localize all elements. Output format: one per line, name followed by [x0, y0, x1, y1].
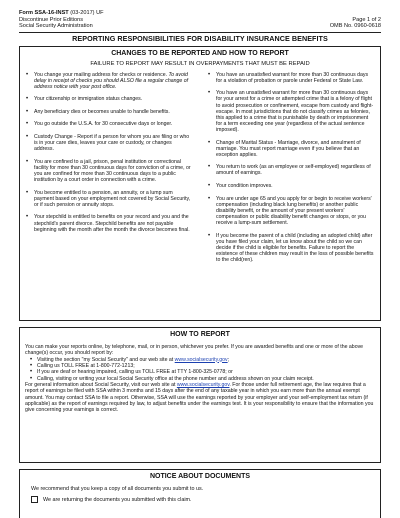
form-header: [19, 10, 381, 30]
list-item: [207, 90, 375, 133]
list-item-text: You have an unsatisfied warrant for more than 30 continuous days for your arrest for a crime or attempted crime that is a felony of flight to avoid prosecution or confinement, escape from custody and flight-escape. In most jurisdictions that do not classify crimes as felonies, this applied to a crime that is punishable by death or imprisonment for a term exceeding one year (regardless of the actual sentence imposed).: [216, 90, 374, 134]
list-item-text: Visiting the section "my Social Security" and our web site at: [37, 356, 175, 363]
changes-columns: [25, 72, 375, 270]
page-title: REPORTING RESPONSIBILITIES FOR DISABILITY INSURANCE BENEFITS: [72, 34, 328, 44]
list-item: [25, 159, 193, 184]
list-item-text: You return to work (as an employee or self-employed) regardless of amount of earnings.: [216, 164, 371, 177]
list-item-text: You are confined to a jail, prison, penal institution or correctional facility for more than 30 continuous days for conviction of a crime, or you are confined for more than 30 continuous days to a public institution by a court order in connection with a crime.: [34, 158, 191, 184]
list-item-text: Your condition improves.: [216, 182, 273, 189]
notice-title: NOTICE ABOUT DOCUMENTS: [149, 472, 251, 480]
list-item-text: You change your mailing address for checks or residence.: [34, 71, 169, 78]
changes-section: [19, 46, 381, 321]
list-item: [207, 233, 375, 264]
omb-number: OMB No. 0960-0618: [329, 23, 381, 30]
list-item-text: You have an unsatisfied warrant for more than 30 continuous days for a violation of probation or parole under Federal or State Law.: [216, 71, 369, 84]
notice-text: We recommend that you keep a copy of all documents you submit to us.: [31, 485, 204, 492]
list-item-text: You go outside the U.S.A. for 30 consecutive days or longer.: [34, 121, 173, 128]
changes-right-list: [207, 72, 375, 270]
list-item: [207, 183, 375, 189]
list-item: [207, 72, 375, 84]
form-id: Form SSA-16-INST: [19, 10, 69, 16]
list-item: [25, 190, 193, 208]
how-intro: You can make your reports online, by telephone, mail, or in person, whichever you prefer. If you are awarded benefits and one or more of the above change(s) occur, you should report by:: [25, 343, 364, 357]
discontinue-note: Discontinue Prior Editions: [19, 16, 84, 23]
list-item-note: To avoid delay in receipt of checks you should ALSO file a regular change of address notice with your post office.: [34, 71, 189, 90]
page-number: Page 1 of 2: [352, 16, 381, 23]
list-item-text: If you become the parent of a child (including an adopted child) after you have filed your claim, let us know about the child so we can decide if the child is eligible for benefits. Failure to report the existence of these children may result in the loss of possible benefits to the child(ren).: [216, 232, 374, 264]
general-info-text: For general information about Social Security, visit our web site at: [25, 381, 177, 388]
list-item-text: Any beneficiary dies or becomes unable to handle benefits.: [34, 108, 170, 115]
list-item-text: Change of Marital Status - Marriage, divorce, and annulment of marriage. You must report marriage even if you believe that an exception applies.: [216, 139, 361, 158]
list-item: [207, 164, 375, 176]
list-item-text: Your stepchild is entitled to benefits on your record and you and the stepchild's parent divorce. Stepchild benefits are not payable beginning with the month after the month the divorce becomes final.: [34, 214, 190, 233]
list-item: [207, 140, 375, 158]
list-item-text: You become entitled to a pension, an annuity, or a lump sum payment based on your employment not covered by Social Security, or if such pension or annuity stops.: [34, 189, 191, 208]
notice-section: [19, 469, 381, 518]
changes-left-list: [25, 72, 193, 270]
list-item: [25, 72, 193, 90]
form-date: (03-2017) UF: [68, 10, 104, 16]
list-item: [25, 134, 193, 152]
how-general-info: [25, 382, 375, 414]
header-right: [330, 10, 381, 30]
general-info-rest: . For those under full retirement age, the law requires that a report of earnings be filed with SSA within 3 months and 15 days after the end of any taxable year in which you earn more than the annual exempt amount. You may contact SSA to file a report. Otherwise, SSA will use the earnings reported by your employer and your self-employment tax return (if applicable) as the report of earnings required by law, to adjust benefits under the earnings test. It is your responsibility to ensure that the information you give concerning your earnings is correct.: [25, 381, 374, 414]
returning-documents-checkbox[interactable]: [31, 496, 38, 503]
how-to-report-section: [19, 327, 381, 463]
list-item: [207, 196, 375, 227]
changes-title: CHANGES TO BE REPORTED AND HOW TO REPORT: [111, 49, 289, 57]
list-item: [25, 109, 193, 115]
returning-documents-row[interactable]: [25, 496, 375, 503]
header-left: [19, 10, 104, 30]
list-item-text: You are under age 65 and you apply for or begin to receive workers' compensation (including black lung benefits) or another public disability benefit, or the amount of your present workers' compensation or public disability benefit changes or stops, or you receive a lump-sum settlement.: [216, 195, 372, 226]
list-item: [25, 96, 193, 102]
list-item-text: Custody Change - Report if a person for whom you are filing or who is in your care dies, leaves your care or custody, or changes address.: [34, 133, 190, 153]
returning-documents-label: We are returning the documents you submitted with this claim.: [43, 496, 192, 503]
changes-warning: FAILURE TO REPORT MAY RESULT IN OVERPAYMENTS THAT MUST BE REPAID: [90, 60, 310, 67]
list-item-text: If you are deaf or hearing impaired, calling us TOLL FREE at TTY 1-800-325-0778; or: [37, 369, 233, 376]
list-item-text: Calling us TOLL FREE at 1-800-772-1213;: [37, 362, 135, 369]
header-divider: [19, 32, 381, 33]
website-link[interactable]: www.socialsecurity.gov: [176, 381, 230, 388]
list-item: [25, 214, 193, 232]
agency-name: Social Security Administration: [19, 23, 93, 30]
website-link[interactable]: www.socialsecurity.gov: [174, 356, 228, 363]
list-item-punct: ;: [227, 356, 230, 363]
list-item: [25, 121, 193, 127]
list-item-text: Your citizenship or immigration status changes.: [34, 96, 143, 103]
how-methods-list: [25, 357, 375, 382]
form-id-line: [19, 10, 104, 17]
list-item-text: Calling, visiting or writing your local Social Security office at the phone number and address shown on your claim receipt.: [37, 375, 314, 382]
list-item: [25, 376, 375, 382]
how-to-report-title: HOW TO REPORT: [170, 330, 230, 338]
